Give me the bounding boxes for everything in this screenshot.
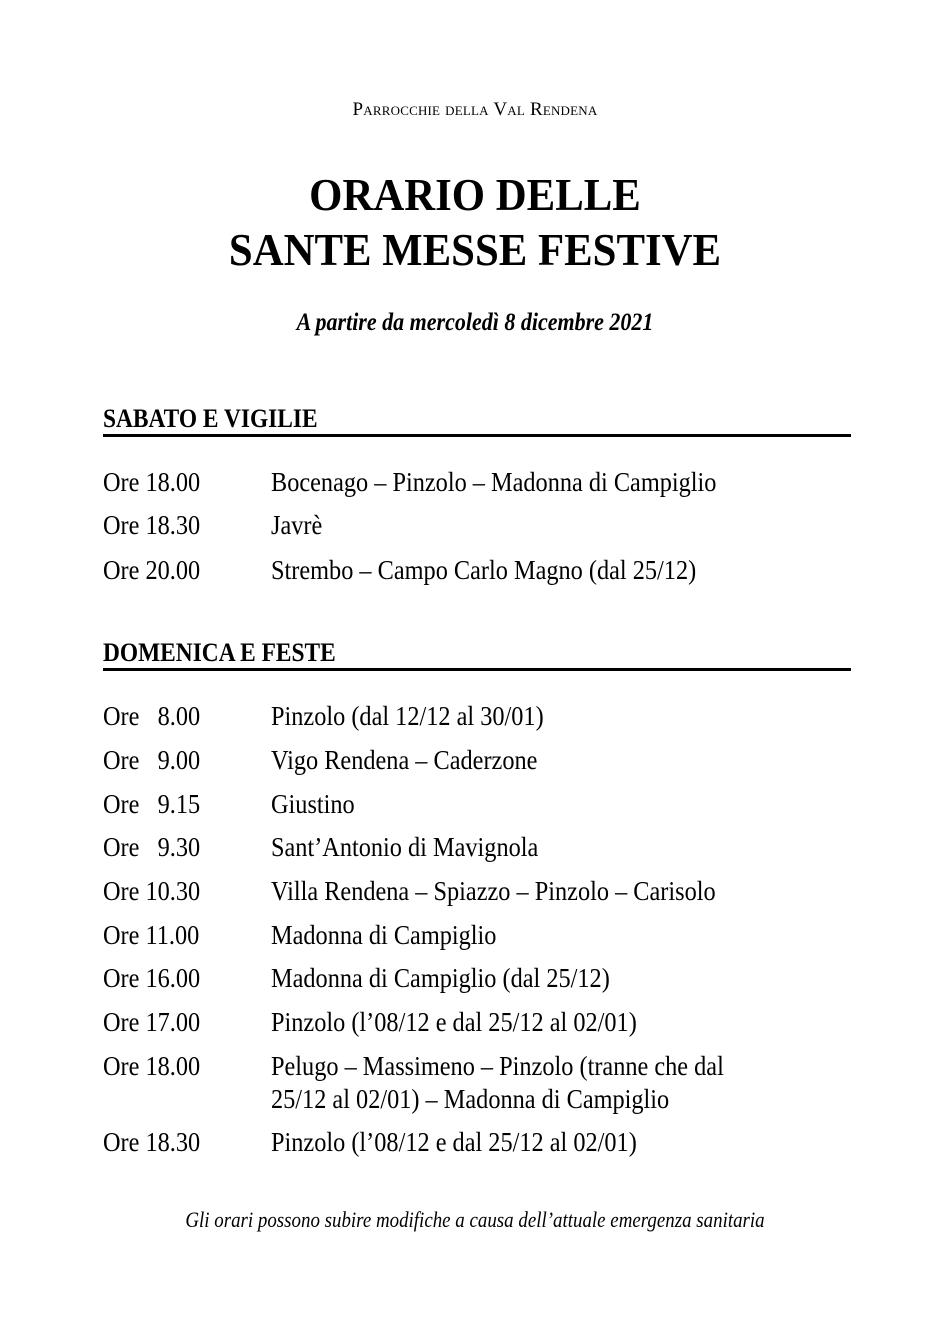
mass-place-line2: 25/12 al 02/01) – Madonna di Campiglio <box>271 1084 670 1114</box>
schedule-row <box>103 509 328 542</box>
mass-place: Strembo – Campo Carlo Magno (dal 25/12) <box>271 555 697 585</box>
mass-time: Ore 8.00 <box>103 701 201 731</box>
mass-place: Pinzolo (l’08/12 e dal 25/12 al 02/01) <box>271 1007 637 1037</box>
mass-time: Ore 9.15 <box>103 789 201 819</box>
mass-place: Villa Rendena – Spiazzo – Pinzolo – Carisolo <box>271 876 716 906</box>
mass-place-multiline <box>271 1050 724 1116</box>
mass-time: Ore 17.00 <box>103 1007 201 1037</box>
schedule-row <box>103 554 743 587</box>
section-heading-domenica <box>103 638 851 671</box>
page-subtitle: A partire da mercoledì 8 dicembre 2021 <box>296 309 654 336</box>
page-title-line1: ORARIO DELLE <box>309 169 641 220</box>
mass-place: Sant’Antonio di Mavignola <box>271 832 539 862</box>
mass-time: Ore 10.30 <box>103 876 201 906</box>
schedule-row <box>103 788 364 821</box>
mass-time: Ore 18.30 <box>103 1127 201 1157</box>
schedule-row <box>103 875 765 908</box>
mass-time: Ore 11.00 <box>103 920 200 950</box>
mass-time: Ore 9.30 <box>103 832 201 862</box>
mass-place: Pinzolo (dal 12/12 al 30/01) <box>271 701 544 731</box>
mass-place: Madonna di Campiglio (dal 25/12) <box>271 963 610 993</box>
mass-time: Ore 18.00 <box>103 467 201 497</box>
schedule-row <box>103 744 567 777</box>
mass-place: Madonna di Campiglio <box>271 920 497 950</box>
mass-place: Vigo Rendena – Caderzone <box>271 745 538 775</box>
schedule-row <box>103 1050 774 1116</box>
schedule-row <box>103 831 568 864</box>
mass-time: Ore 18.30 <box>103 510 201 540</box>
mass-place: Javrè <box>271 510 323 540</box>
schedule-row <box>103 1126 677 1159</box>
schedule-row <box>103 1006 677 1039</box>
mass-time: Ore 16.00 <box>103 963 201 993</box>
mass-time: Ore 9.00 <box>103 745 201 775</box>
schedule-row <box>103 466 766 499</box>
schedule-row <box>103 700 574 733</box>
section-heading-text: DOMENICA E FESTE <box>103 638 336 667</box>
parish-kicker <box>0 99 950 121</box>
footer-note: Gli orari possono subire modifiche a causa dell’attuale emergenza sanitaria <box>185 1207 765 1232</box>
section-heading-text: SABATO E VIGILIE <box>103 404 318 433</box>
section-heading-sabato <box>103 404 851 437</box>
parish-kicker-text: Parrocchie della Val Rendena <box>352 99 598 120</box>
mass-place: Giustino <box>271 789 355 819</box>
mass-place: Bocenago – Pinzolo – Madonna di Campiglio <box>271 467 717 497</box>
mass-place-line1: Pelugo – Massimeno – Pinzolo (tranne che dal <box>271 1051 724 1081</box>
page-title-line2: SANTE MESSE FESTIVE <box>228 224 722 275</box>
mass-time: Ore 18.00 <box>103 1051 201 1081</box>
schedule-row <box>103 919 521 952</box>
mass-place: Pinzolo (l’08/12 e dal 25/12 al 02/01) <box>271 1127 637 1157</box>
mass-time: Ore 20.00 <box>103 555 201 585</box>
schedule-row <box>103 962 647 995</box>
